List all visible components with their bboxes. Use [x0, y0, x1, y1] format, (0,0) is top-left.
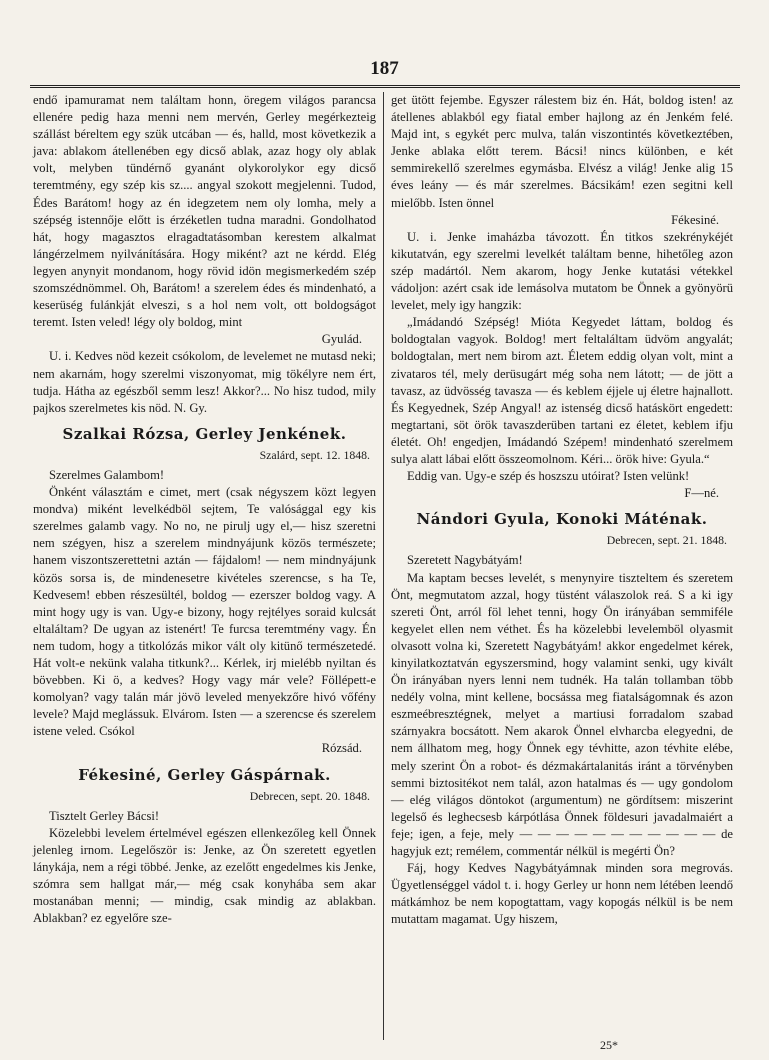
paragraph: Fáj, hogy Kedves Nagybátyámnak minden sora megrovás. Ügyetlenséggel vádol t. i. hogy Gerley ur honn nem létében leendő mátkámhoz be nem kopogtattam, vagy kopogás nélkül is be nem mutattam magamat. Ugy hiszem, [391, 861, 733, 927]
paragraph: get ütött fejembe. Egyszer rálestem biz én. Hát, boldog isten! az átellenes ablakból egy fiatal ember hajlong az én Jenkém felé. Majd int, s egykét perc mulva, talán viszontintés következtében, Jenke ablaka előtt terem. Bácsi! nincs különben, e két semmirekellő szerelmes egymásba. Elvész a világ! Jenke alig 15 éves leány — és már szerelmes. Bácsikám! ezen segitni kell mielőbb. Isten önnel [391, 93, 733, 210]
paragraph: Közelebbi levelem értelmével egészen ellenkezőleg kell Önnek jelenleg irnom. Legelőször is: Jenke, az Ön szeretett egyetlen lánykája, nem a régi többé. Jenke, az ezelőtt engedelmes kis Jenke, szómra sem hallgat már,— még csak konyhába sem akar mostanában menni; — mindig, csak mindig az ablakban. Ablakban? ez egyelőre sze- [33, 825, 376, 926]
sheet-signature-mark: 25* [600, 1038, 618, 1052]
right-column [391, 92, 733, 1042]
paragraph: Eddig van. Ugy-e szép és hoszszu utóirat? Isten velünk! [407, 469, 690, 484]
paragraph: endő ipamuramat nem találtam honn, öregem világos parancsa ellenére pedig haza menni nem mervén, Gerley megérkezteig szállást béreltem egy szük utcában — és, halld, most következik a java: ablakom átellenében egy dicső ablak, azaz hogy oly ablak volt, melyben tündérnő gyanánt olykorolykor egy dicső teremtmény, egy szép kis sz.... angyal szokott megjelenni. Tudod, Édes Barátom! hogy az én idegzetem nem oly lomha, mely a szépség istennője előtt is érzéketlen tudna maradni. Gondolhatod hát, hogy magasztos elragadtatásomban kerestem alkalmat lángérzelmem nyilvánítására. Hogy miként? azt ne kérdd. Elég legyen anynyit mondanom, hogy rövid idön megismerkedém szép szomszédnömmel. Oh, Barátom! a szerelem édes és mindenható, a keserüség fulánkját elveszi, s a hol nem volt, ott boldogságot teremt. Isten veled! légy oly boldog, mint [33, 93, 376, 330]
dateline: Debrecen, sept. 20. 1848. [249, 788, 370, 803]
signature: Rózsád. [321, 741, 362, 756]
signature: Gyulád. [321, 332, 362, 347]
column-divider [383, 92, 384, 1040]
salutation: Tisztelt Gerley Bácsi! [49, 808, 160, 823]
dateline: Szalárd, sept. 12. 1848. [259, 447, 370, 462]
salutation: Szerelmes Galambom! [49, 467, 165, 482]
dateline: Debrecen, sept. 21. 1848. [606, 533, 727, 548]
letter-heading: Szalkai Rózsa, Gerley Jenkének. [62, 424, 347, 443]
postscript: U. i. Kedves nöd kezeit csókolom, de levelemet ne mutasd neki; nem akarnám, hogy szerelmi viszonyomat, mig tökélyre nem ért, tudja. Hátha az egészből semm lesz! Akkor?... No hisz tudod, mily pajkos szerelmetes kis nöd. N. Gy. [33, 349, 376, 415]
signature: F—né. [684, 486, 719, 501]
salutation: Szeretett Nagybátyám! [407, 553, 523, 568]
letter-heading: Fékesiné, Gerley Gáspárnak. [78, 765, 331, 784]
letter-heading: Nándori Gyula, Konoki Máténak. [416, 510, 708, 529]
page-number: 187 [370, 58, 399, 79]
signature: Fékesiné. [671, 212, 719, 227]
paragraph: Önként választám e cimet, mert (csak négyszem közt legyen mondva) miként levelkédböl sejtem, Te valósággal egy kis szerelmes galamb vagy. No no, ne pirulj ugy el,— hisz szeretni nem szégyen, hisz a szerelem mindnyájunk közös természete; hanem viszontszerettetni aztán — fájdalom! — nem mindnyájunk közös sorsa is, de mindenesetre kivételes szerencse, s ha Te, Kedvesem! ebben részesültél, boldog — ezerszer boldog vagy. A mint hogy ugy is van. Ugy-e bizony, hogy rejtélyes soraid kulcsát eltaláltam? De ugyan az istenért! Te furcsa teremtmény vagy. Én nem tudom, hogy a titkolózás mikor vált oly kitünő természetedé. Hát volt-e nekünk valaha titkunk?... Kérlek, irj mielébb nyiltan és bövebben. Ki ö, a kedves? Hogy vagy már vele? Föllépett-e komolyan? vagy talán már jövö leveled menyekzőre hivó vőfény levele? Majd meglássuk. Elvárom. Isten — a szerencse és szerelem istene veled. Csókol [33, 485, 376, 739]
quoted-letter: „Imádandó Szépség! Mióta Kegyedet láttam, boldog és boldogtalan vagyok. Boldog! mert feltaláltam üdvöm angyalát; boldogtalan, mert nem birom azt. Életem eddig olyan volt, mint a zivataros tél, mely derüsugárt még soha nem látott; — de jött a tavasz, az üdvösség tavasza — és keblem éjjele uj életre hajnallott. És Kegyednek, Szép Angyal! az istenség dicső hatáskört engedett: megtartani, söt örök tavaszderüben tartani ez életet, keblem ifju életét. Oh! engedjen, Imádandó Szépem! mindenható szerelmem sulya alatt lábai előtt összeomolnom. Kéri... örök hive: Gyula.“ [391, 315, 733, 466]
paragraph: Ma kaptam becses levelét, s menynyire tiszteltem és szeretem Önt, megmutatom azzal, hogy tüstént válaszolok reá. S a ki igy szereti Önt, arról föl lehet tenni, hogy Ön irányában semmiféle kegyelet ellen nem véthet. És ha közelebbi levelemböl olyasmit olvasott volna ki, Szeretett Nagybátyám! akkor engedelmet kérek, kinyilatkoztatván egyszersmind, hogy valamint senki, ugy kivált Ön irányában nyers lenni nem tudnék. Ha talán tollamban több nedély volna, mint kellene, bocsássa meg fiatalságomnak és azon eszmeébresztégnek, melyet a martiusi forradalom szabad szárnyakra bocsátott. Nem akarok Önnel elvharcba elegyedni, de nem állhatom meg, hogy Önnek egy tévhitte, azon tévhite elébe, mely szerint Ön a robot- és dézmakártalanitás iránt a törvényben semmi biztositékot nem talál, azon hatalmas és — ugy gondolom — elég világos döntokot (argumentum) ne gördítsem: miszerint legelső és leghecsesb kárpótlása Önnek földesuri javadalmaiért a feje; igen, a feje, mely — — — — — — — — — — — de hagyjuk ezt; remélem, commentár nélkül is megérti Ön? [391, 570, 733, 859]
left-column [33, 92, 376, 1042]
header-rule [30, 85, 740, 88]
postscript: U. i. Jenke imaházba távozott. Én titkos szekrénykéjét kikutatván, egy szerelmi levelkét találtam benne, hihetőleg azon szép madártól. Nem akarom, hogy Jenke kutatási vétekkel vádoljon: azért csak ide lemásolva mutatom be Önnek a gyönyörü levelet, mely igy hangzik: [391, 229, 733, 313]
